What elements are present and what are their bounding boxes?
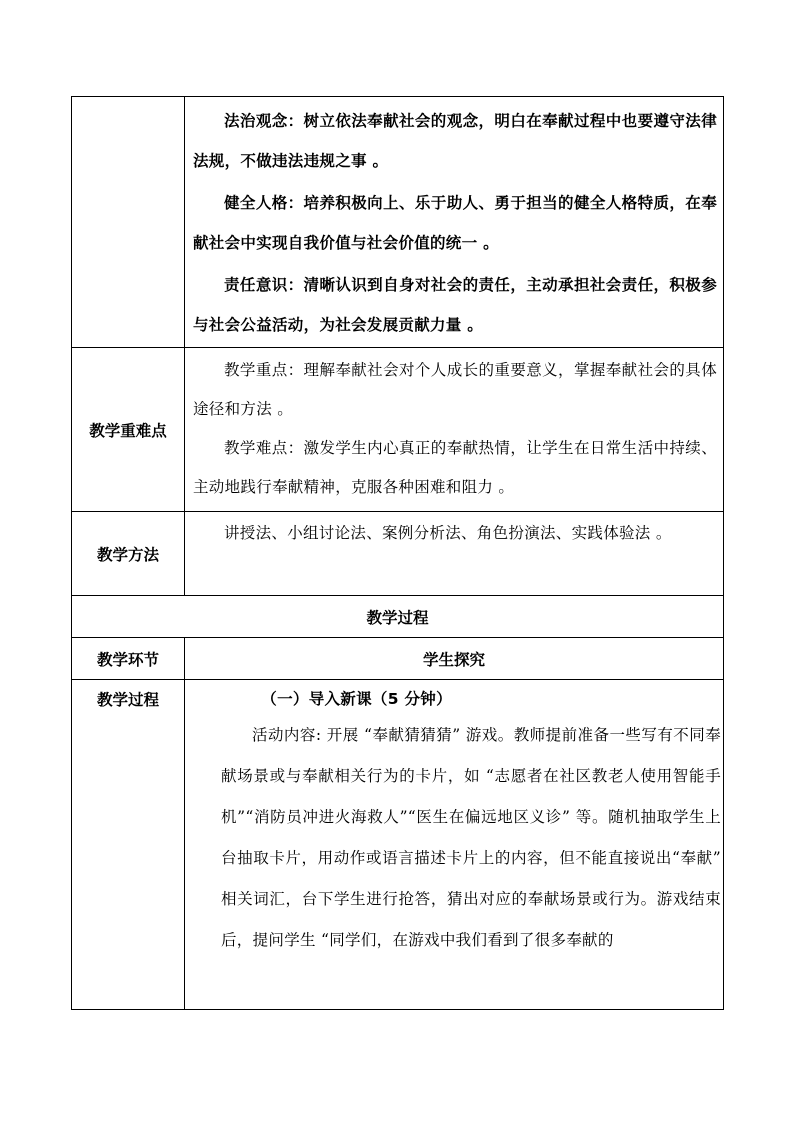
- column-header-explore: 学生探究: [185, 638, 724, 680]
- difficult-point-paragraph: 教学难点：激发学生内心真正的奉献热情，让学生在日常生活中持续、主动地践行奉献精神，克服各种困难和阻力 。: [193, 439, 717, 496]
- goals-content-cell: [185, 97, 724, 348]
- process-row: [72, 680, 724, 1010]
- methods-row: [72, 512, 724, 596]
- key-points-content-cell: [185, 348, 724, 512]
- process-label: 教学过程: [72, 680, 185, 1010]
- goal-law-paragraph: 法治观念：树立依法奉献社会的观念，明白在奉献过程中也要遵守法律法规，不做违法违规之事 。: [193, 112, 717, 170]
- key-points-label: 教学重难点: [72, 348, 185, 512]
- goal-responsibility-paragraph: 责任意识：清晰认识到自身对社会的责任，主动承担社会责任，积极参与社会公益活动，为社会发展贡献力量 。: [193, 276, 717, 334]
- goals-row: [72, 97, 724, 348]
- goals-label-cell: [72, 97, 185, 348]
- key-points-row: [72, 348, 724, 512]
- goal-personality-paragraph: 健全人格：培养积极向上、乐于助人、勇于担当的健全人格特质，在奉献社会中实现自我价值与社会价值的统一 。: [193, 194, 717, 252]
- key-point-paragraph: 教学重点：理解奉献社会对个人成长的重要意义，掌握奉献社会的具体途径和方法 。: [193, 361, 717, 418]
- column-header-stage: 教学环节: [72, 638, 185, 680]
- process-header: 教学过程: [72, 596, 724, 638]
- lesson-plan-table: [71, 96, 724, 1010]
- methods-content-cell: [185, 512, 724, 596]
- column-header-row: [72, 638, 724, 680]
- process-content-cell: [185, 680, 724, 1010]
- process-header-row: [72, 596, 724, 638]
- section-title: （一）导入新课（5 分钟）: [261, 690, 452, 708]
- methods-text: 讲授法、小组讨论法、案例分析法、角色扮演法、实践体验法 。: [224, 524, 672, 542]
- process-paragraph: 活动内容: 开展 “奉献猜猜猜” 游戏。教师提前准备一些写有不同奉献场景或与奉献相关行为的卡片，如 “志愿者在社区教老人使用智能手机”“消防员冲进火海救人”“医生在偏远地区义诊” 等。随机抽取学生上台抽取卡片，用动作或语言描述卡片上的内容，但不能直接说出“奉献” 相关词汇，台下学生进行抢答，猜出对应的奉献场景或行为。游戏结束后，提问学生 “同学们，在游戏中我们看到了很多奉献的: [221, 726, 721, 949]
- methods-label: 教学方法: [72, 512, 185, 596]
